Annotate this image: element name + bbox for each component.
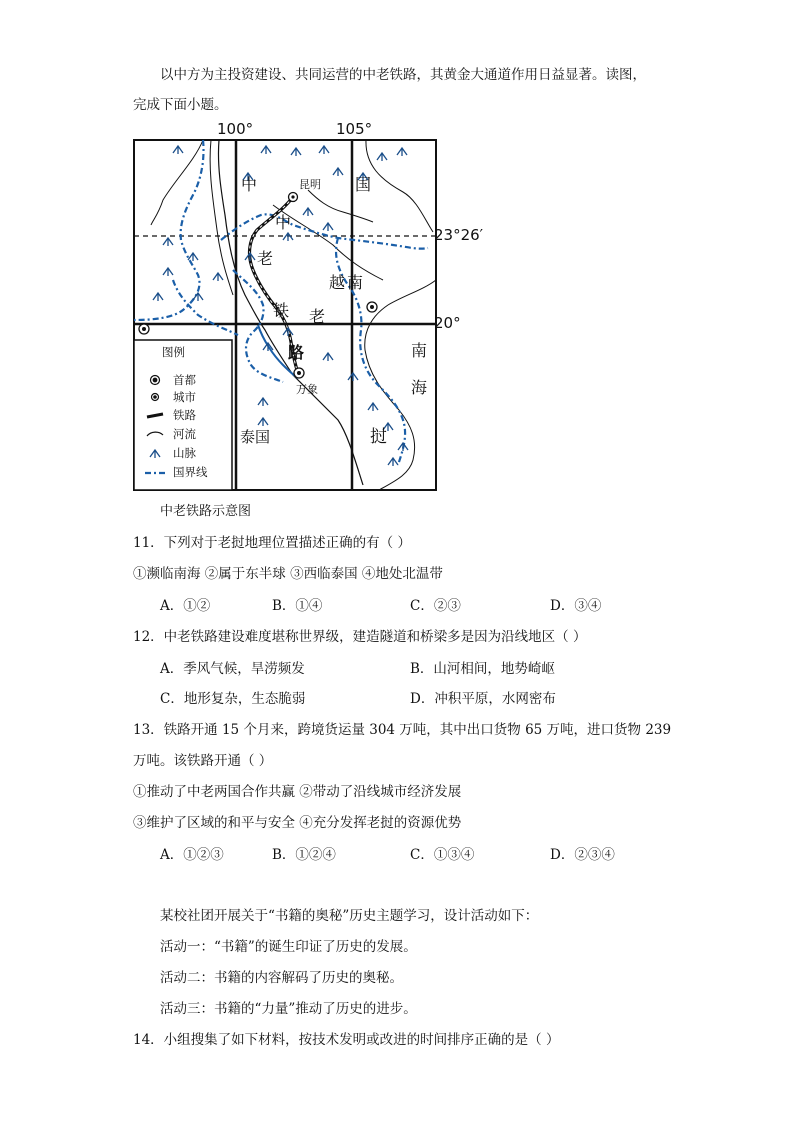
vientiane-capital	[294, 368, 304, 378]
label-lao-2: 老	[309, 307, 326, 326]
q11-option-c[interactable]: C．②③	[410, 598, 461, 614]
lon-100-label: 100°	[217, 120, 254, 138]
lat-20-label: 20°	[434, 314, 461, 332]
label-nan: 南	[347, 273, 364, 292]
border-myanmar-laos	[173, 280, 238, 335]
legend-title: 图例	[162, 345, 185, 359]
q13-stem-line-2: 万吨。该铁路开通（ ）	[133, 753, 273, 769]
intro-line-1: 以中方为主投资建设、共同运营的中老铁路，其黄金大通道作用日益显著。读图，	[160, 67, 646, 83]
legend-railway: 铁路	[173, 408, 196, 422]
q12-option-d[interactable]: D．冲积平原，水网密布	[410, 691, 556, 707]
q13-stem-line-1: 13．铁路开通 15 个月来，跨境货运量 304 万吨，其中出口货物 65 万吨，进口货物 239	[133, 722, 672, 738]
q12-option-a[interactable]: A．季风气候，旱涝频发	[160, 661, 305, 677]
activity-3: 活动三：书籍的“力量”推动了历史的进步。	[160, 1001, 417, 1017]
lat-tropic-label: 23°26′	[434, 226, 484, 244]
q12-option-c[interactable]: C．地形复杂，生态脆弱	[160, 691, 306, 707]
q14-stem: 14．小组搜集了如下材料，按技术发明或改进的时间排序正确的是（ ）	[133, 1032, 560, 1048]
label-lu: 路	[288, 343, 305, 362]
label-wo: 挝	[370, 427, 387, 447]
kunming-city	[289, 193, 298, 202]
naypyidaw-capital	[139, 324, 149, 334]
hanoi-capital	[367, 302, 377, 312]
q13-items-line-1: ①推动了中老两国合作共赢 ②带动了沿线城市经济发展	[133, 784, 462, 800]
legend-capital: 首都	[173, 373, 196, 387]
q11-option-d[interactable]: D．③④	[550, 598, 602, 614]
label-guo: 国	[355, 175, 372, 194]
label-nanhai-1: 南	[411, 341, 428, 360]
activity-2: 活动二：书籍的内容解码了历史的奥秘。	[160, 970, 403, 986]
label-wanxiang: 万象	[296, 383, 318, 396]
legend-mountain: 山脉	[173, 446, 196, 460]
label-zhong: 中	[241, 175, 258, 194]
map-caption: 中老铁路示意图	[160, 504, 252, 519]
border-myanmar	[134, 140, 204, 320]
map-figure	[133, 120, 484, 520]
q13-option-b[interactable]: B．①②④	[272, 847, 336, 863]
q13-option-a[interactable]: A．①②③	[160, 847, 224, 863]
legend-river: 河流	[173, 427, 196, 441]
activity-intro: 某校社团开展关于“书籍的奥秘”历史主题学习，设计活动如下：	[160, 908, 539, 924]
q12-option-b[interactable]: B．山河相间，地势崎岖	[410, 661, 555, 677]
q11-stem: 11．下列对于老挝地理位置描述正确的有（ ）	[133, 535, 411, 551]
label-kunming: 昆明	[299, 178, 321, 191]
label-zhong-2: 中	[275, 213, 292, 232]
label-nanhai-2: 海	[411, 378, 428, 397]
q11-items: ①濒临南海 ②属于东半球 ③西临泰国 ④地处北温带	[133, 566, 443, 582]
label-lao: 老	[257, 249, 274, 268]
river-3	[151, 140, 203, 225]
q13-option-d[interactable]: D．②③④	[550, 847, 615, 863]
river-2	[210, 140, 233, 295]
lon-105-label: 105°	[336, 120, 373, 138]
q11-option-a[interactable]: A．①②	[160, 598, 211, 614]
legend-city: 城市	[173, 390, 196, 404]
intro-line-2: 完成下面小题。	[133, 97, 228, 113]
label-yue: 越	[329, 273, 346, 292]
q13-option-c[interactable]: C．①③④	[410, 847, 475, 863]
label-tie: 铁	[273, 301, 290, 320]
legend-border: 国界线	[173, 465, 208, 479]
q13-items-line-2: ③维护了区域的和平与安全 ④充分发挥老挝的资源优势	[133, 815, 462, 831]
activity-1: 活动一：“书籍”的诞生印证了历史的发展。	[160, 939, 417, 955]
label-taiguo: 泰国	[240, 428, 271, 446]
q12-stem: 12．中老铁路建设难度堪称世界级，建造隧道和桥梁多是因为沿线地区（ ）	[133, 629, 587, 645]
q11-option-b[interactable]: B．①④	[272, 598, 323, 614]
